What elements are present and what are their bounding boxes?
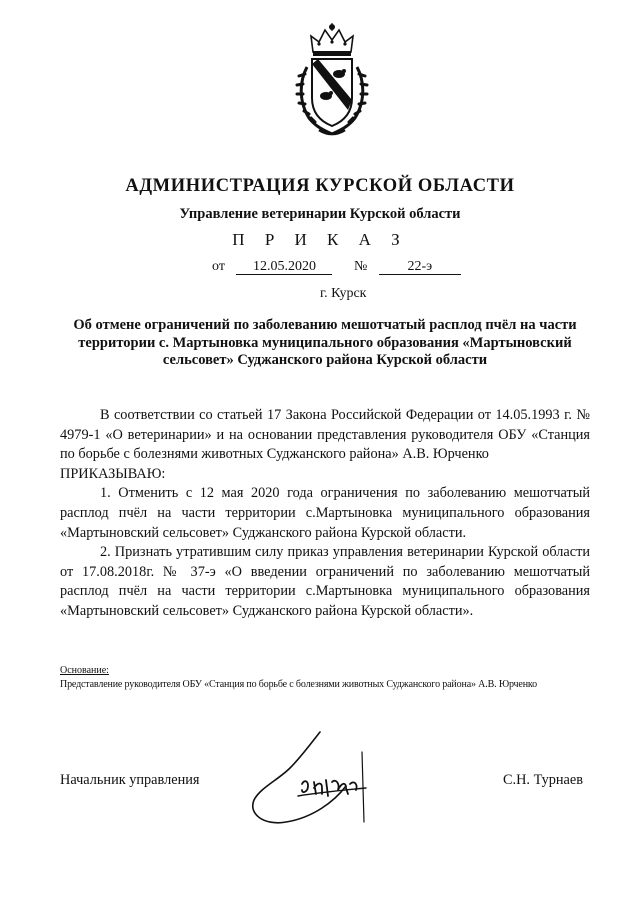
basis-label: Основание:	[60, 665, 109, 676]
date-prefix: от	[212, 259, 225, 274]
order-item-1: 1. Отменить с 12 мая 2020 года ограничения по заболеванию мешотчатый расплод пчёл на части территории с.Мартыновка муниципального образования «Мартыновский сельсовет» Суджанского района Курской области.	[60, 485, 590, 541]
basis-text: Представление руководителя ОБУ «Станция по борьбе с болезнями животных Суджанского района» А.В. Юрченко	[60, 679, 537, 690]
document-type-title: П Р И К А З	[232, 230, 408, 249]
handwritten-signature	[242, 722, 392, 832]
order-body	[60, 406, 590, 622]
signer-position: Начальник управления	[60, 772, 200, 788]
order-subject: Об отмене ограничений по заболеванию мешотчатый расплод пчёл на части территории с. Мартыновка муниципального образования «Мартыновский сельсовет» Суджанского района Курской области	[73, 317, 577, 368]
signer-name: С.Н. Турнаев	[503, 772, 583, 788]
date-number-line	[212, 259, 461, 275]
number-field: 22-э	[379, 259, 461, 275]
date-field: 12.05.2020	[236, 259, 332, 275]
coat-of-arms-emblem	[295, 22, 369, 140]
order-word: ПРИКАЗЫВАЮ:	[60, 465, 166, 482]
order-item-2: 2. Признать утратившим силу приказ управления ветеринарии Курской области от 17.08.2018г. № 37-э «О введении ограничений по заболеванию мешотчатый расплод пчёл на части территории с.Мартыновка муниципального образования «Мартыновский сельсовет» Суджанского района Курской области».	[60, 544, 590, 619]
number-prefix: №	[353, 259, 368, 274]
department-title: Управление ветеринарии Курской области	[179, 206, 461, 222]
preamble-paragraph: В соответствии со статьей 17 Закона Российской Федерации от 14.05.1993 г. № 4979-1 «О ветеринарии» и на основании представления руководителя ОБУ «Станция по борьбе с болезнями животных Суджанского района» А.В. Юрченко	[60, 407, 590, 463]
basis-section	[60, 664, 600, 692]
city-label: г. Курск	[320, 286, 367, 301]
organization-title: АДМИНИСТРАЦИЯ КУРСКОЙ ОБЛАСТИ	[125, 176, 515, 196]
